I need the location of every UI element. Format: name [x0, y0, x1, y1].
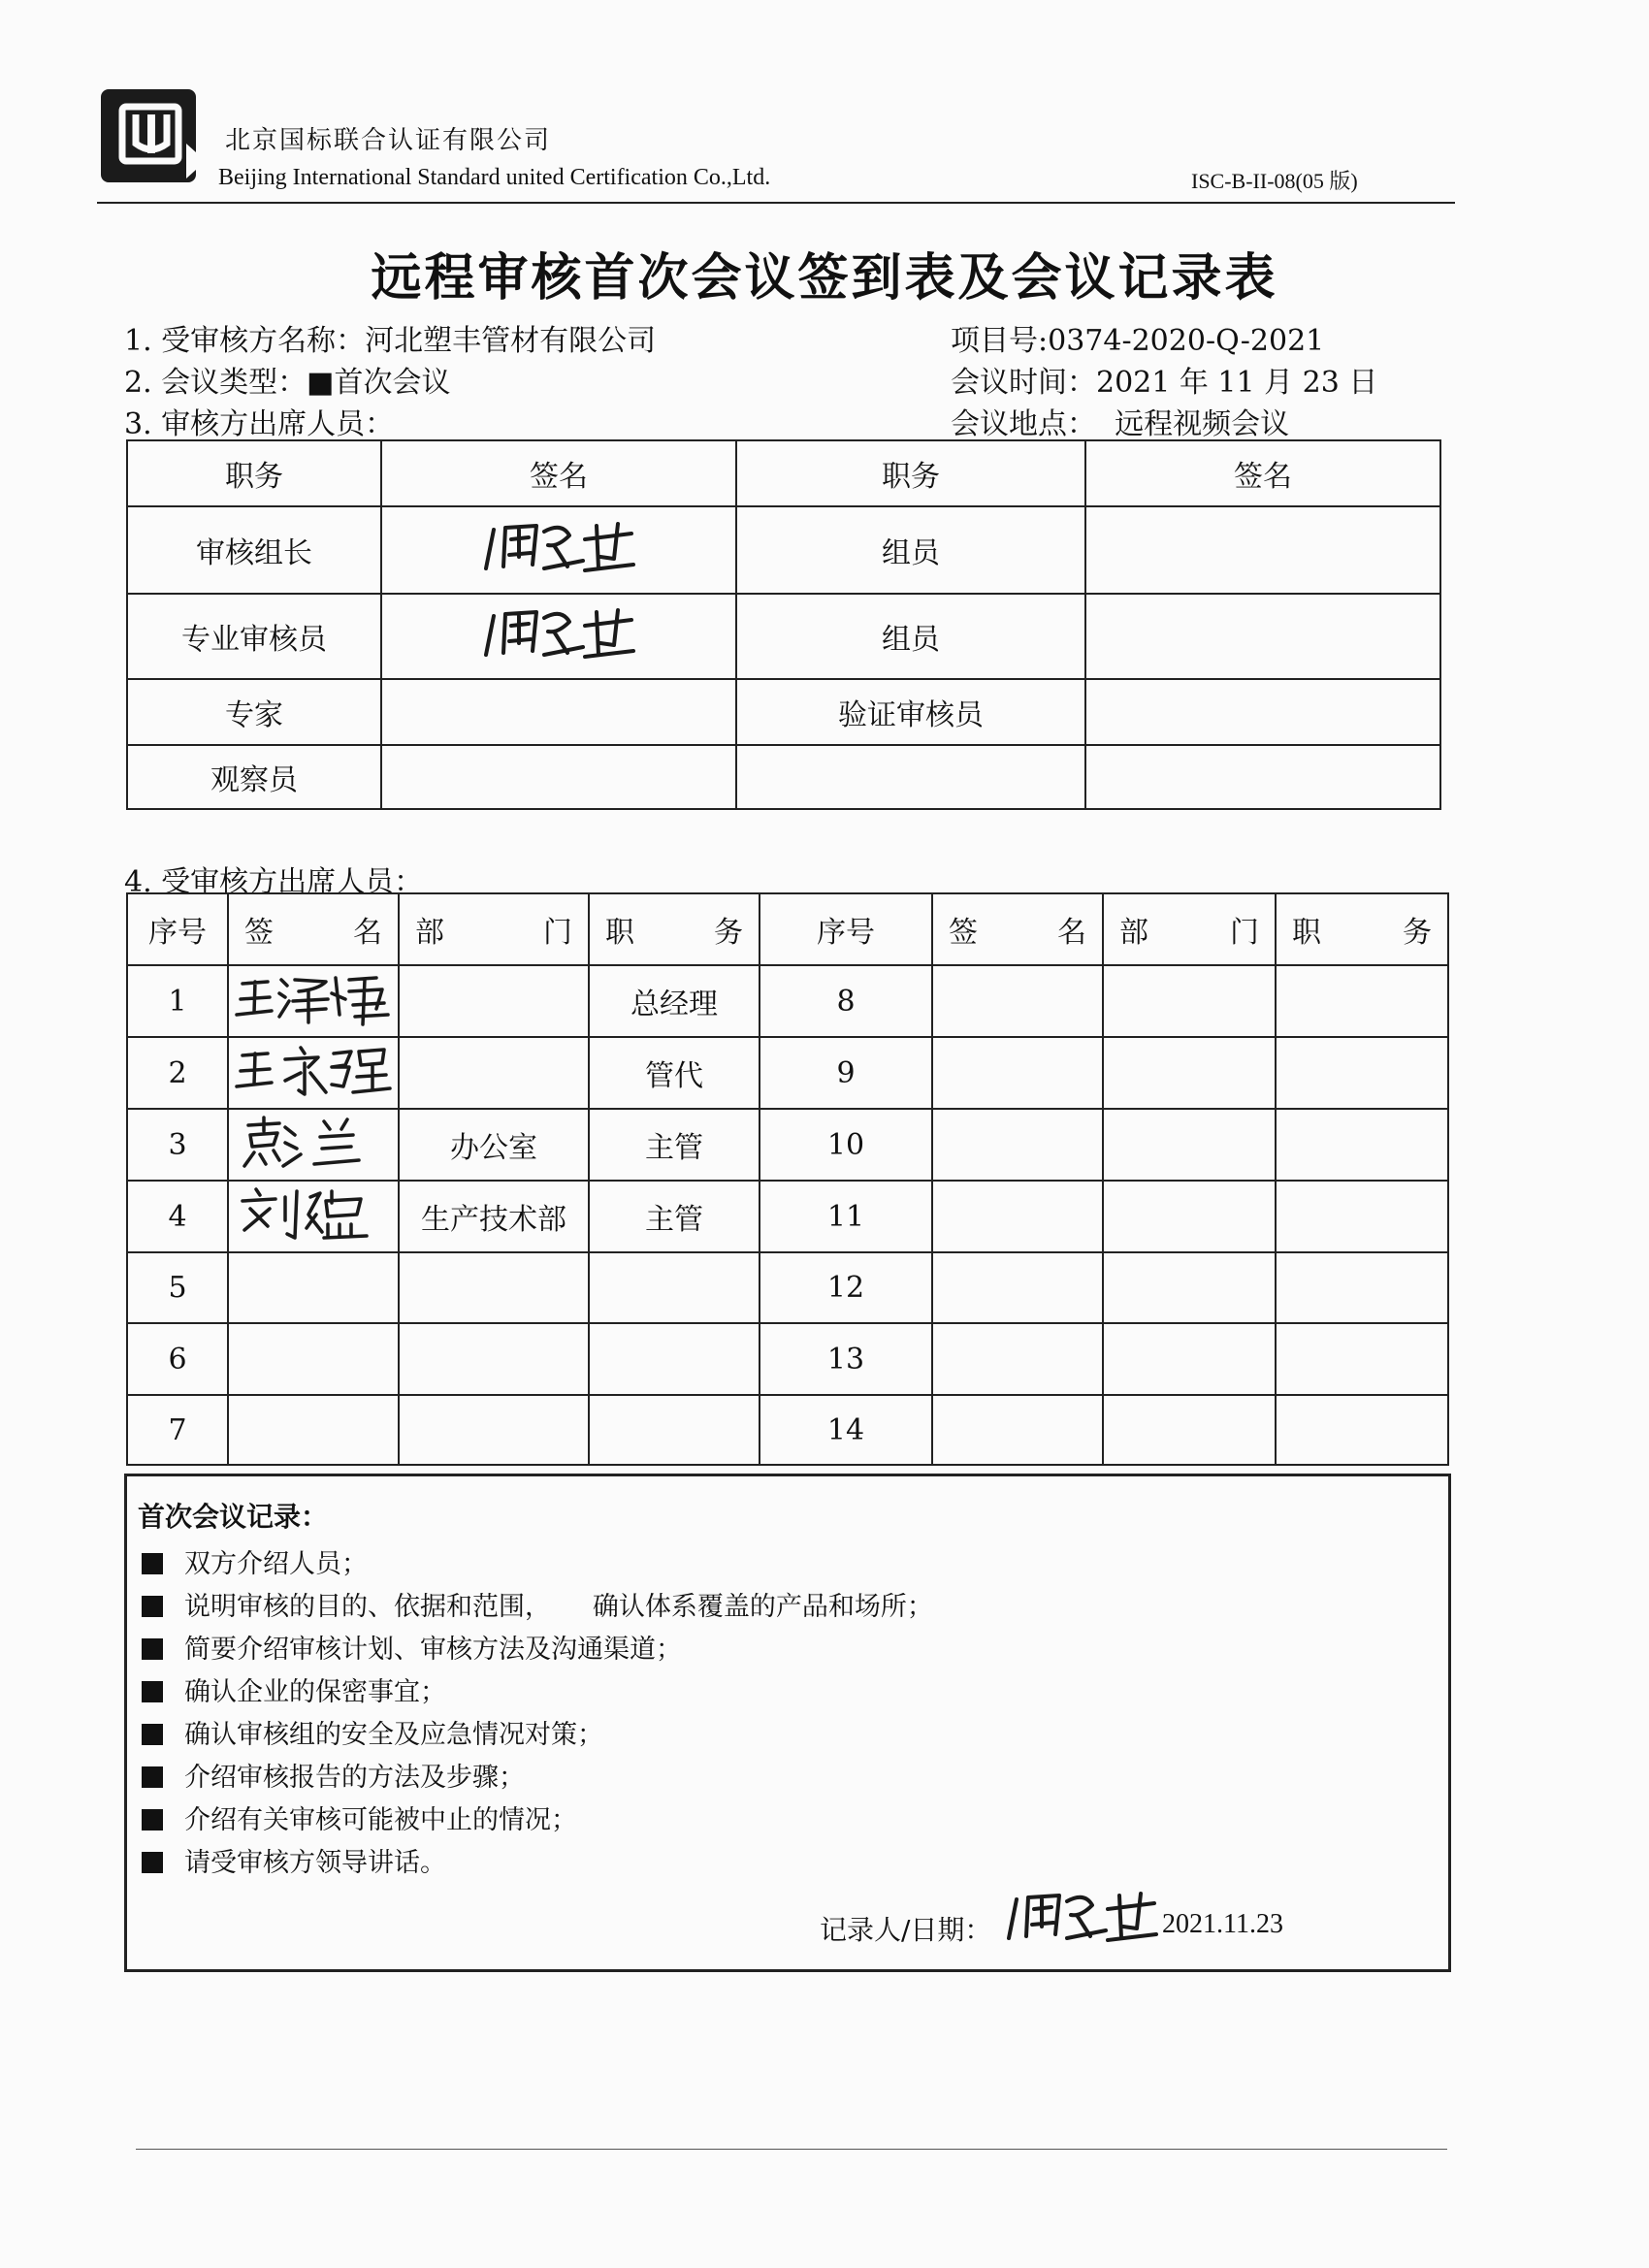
dept-cell: [399, 1252, 589, 1323]
number-cell: 11: [760, 1181, 932, 1252]
checkbox-checked-icon: [142, 1724, 163, 1745]
dept-cell: [399, 1395, 589, 1465]
record-item: 介绍审核报告的方法及步骤；: [142, 1756, 525, 1794]
page-title: 远程审核首次会议签到表及会议记录表: [371, 249, 1278, 308]
number-cell: 9: [760, 1037, 932, 1109]
number-cell: 3: [127, 1109, 228, 1181]
dept-cell: 办公室: [399, 1109, 589, 1181]
signature-cell: [932, 1323, 1103, 1395]
header-cell: 序号: [760, 893, 932, 965]
dept-cell: [1103, 1323, 1276, 1395]
signature-cell: [228, 1323, 399, 1395]
signature-cell: [228, 1037, 399, 1109]
signature-cell: [381, 745, 736, 809]
auditee-name-line: 1. 受审核方名称：河北塑丰管材有限公司: [124, 324, 657, 358]
signature-cell: [381, 506, 736, 594]
role-cell: 观察员: [127, 745, 381, 809]
header-cell: 签名: [228, 893, 399, 965]
number-cell: 6: [127, 1323, 228, 1395]
project-number: 项目号:0374-2020-Q-2021: [951, 324, 1325, 358]
record-item: 简要介绍审核计划、审核方法及沟通渠道；: [142, 1628, 682, 1666]
table-header-row: [127, 893, 1448, 965]
checkbox-checked-icon: [142, 1681, 163, 1702]
meeting-time-line: 会议时间：2021 年 11 月 23 日: [951, 366, 1378, 400]
post-cell: [1276, 1109, 1448, 1181]
record-item: 说明审核的目的、依据和范围， 确认体系覆盖的产品和场所；: [142, 1585, 933, 1623]
record-item: 确认企业的保密事宜；: [142, 1670, 446, 1708]
auditor-attendance-table: [126, 439, 1441, 810]
number-cell: 2: [127, 1037, 228, 1109]
signature-cell: [381, 679, 736, 745]
handwritten-signature: [231, 1110, 396, 1172]
record-item: 双方介绍人员；: [142, 1542, 368, 1580]
role-cell: [736, 745, 1085, 809]
post-cell: [1276, 1395, 1448, 1465]
header-rule: [97, 202, 1455, 204]
header-cell: 部门: [1103, 893, 1276, 965]
dept-cell: [399, 965, 589, 1037]
header-cell: 部门: [399, 893, 589, 965]
meeting-type-line: 2. 会议类型：■首次会议: [124, 366, 451, 400]
handwritten-signature: [231, 1182, 396, 1244]
header-cell: 职务: [736, 440, 1085, 506]
table-row: [127, 679, 1440, 745]
checkbox-checked-icon: [142, 1596, 163, 1617]
checkbox-checked-icon: [142, 1638, 163, 1660]
handwritten-signature: [231, 1038, 396, 1100]
checkbox-checked-icon: [142, 1766, 163, 1788]
dept-cell: [399, 1037, 589, 1109]
post-cell: [1276, 1252, 1448, 1323]
auditor-attendees-label: 3. 审核方出席人员：: [124, 407, 395, 441]
number-cell: 4: [127, 1181, 228, 1252]
table-row: [127, 1323, 1448, 1395]
recorder-signature: [999, 1882, 1164, 1950]
signature-cell: [228, 1395, 399, 1465]
role-cell: 专业审核员: [127, 594, 381, 679]
post-cell: 主管: [589, 1181, 760, 1252]
role-cell: 组员: [736, 594, 1085, 679]
post-cell: [1276, 1323, 1448, 1395]
dept-cell: [1103, 1252, 1276, 1323]
handwritten-signature: [476, 599, 641, 666]
post-cell: 管代: [589, 1037, 760, 1109]
post-cell: [1276, 1181, 1448, 1252]
table-row: [127, 506, 1440, 594]
record-item: 确认审核组的安全及应急情况对策；: [142, 1713, 603, 1751]
table-row: [127, 1181, 1448, 1252]
table-row: [127, 594, 1440, 679]
role-cell: 验证审核员: [736, 679, 1085, 745]
signature-cell: [932, 1109, 1103, 1181]
checkbox-checked-icon: [142, 1809, 163, 1831]
record-item: 请受审核方领导讲话。: [142, 1841, 446, 1879]
table-row: [127, 1109, 1448, 1181]
checkbox-checked-icon: [142, 1852, 163, 1873]
signature-cell: [228, 1252, 399, 1323]
header-cell: 职务: [1276, 893, 1448, 965]
document-code: ISC-B-II-08(05 版): [1191, 169, 1358, 193]
auditee-attendance-table: [126, 892, 1449, 1466]
dept-cell: [1103, 1181, 1276, 1252]
post-cell: [1276, 965, 1448, 1037]
company-logo: [97, 85, 206, 190]
number-cell: 7: [127, 1395, 228, 1465]
table-row: [127, 1037, 1448, 1109]
signature-cell: [932, 1252, 1103, 1323]
number-cell: 12: [760, 1252, 932, 1323]
role-cell: 审核组长: [127, 506, 381, 594]
handwritten-signature: [476, 512, 641, 580]
checkbox-checked-icon: [142, 1553, 163, 1574]
table-header-row: [127, 440, 1440, 506]
header-cell: 职务: [589, 893, 760, 965]
post-cell: 总经理: [589, 965, 760, 1037]
footer-rule: [136, 2149, 1447, 2150]
role-cell: 专家: [127, 679, 381, 745]
signature-cell: [932, 965, 1103, 1037]
record-item: 介绍有关审核可能被中止的情况；: [142, 1798, 577, 1836]
header-cell: 签名: [1085, 440, 1440, 506]
header-cell: 签名: [932, 893, 1103, 965]
signature-cell: [932, 1037, 1103, 1109]
post-cell: [589, 1252, 760, 1323]
header-cell: 序号: [127, 893, 228, 965]
handwritten-signature: [231, 966, 396, 1028]
number-cell: 5: [127, 1252, 228, 1323]
signature-cell: [1085, 594, 1440, 679]
signature-cell: [932, 1181, 1103, 1252]
dept-cell: [399, 1323, 589, 1395]
number-cell: 14: [760, 1395, 932, 1465]
company-name-en: Beijing International Standard united Certification Co.,Ltd.: [218, 165, 771, 190]
dept-cell: [1103, 1109, 1276, 1181]
header-cell: 签名: [381, 440, 736, 506]
signature-cell: [1085, 745, 1440, 809]
table-row: [127, 745, 1440, 809]
number-cell: 10: [760, 1109, 932, 1181]
recorder-label: 记录人/日期：: [820, 1914, 992, 1946]
record-title: 首次会议记录：: [138, 1501, 329, 1533]
record-date: 2021.11.23: [1162, 1909, 1283, 1939]
header-cell: 职务: [127, 440, 381, 506]
signature-cell: [381, 594, 736, 679]
dept-cell: [1103, 1037, 1276, 1109]
post-cell: [589, 1323, 760, 1395]
signature-cell: [932, 1395, 1103, 1465]
signature-cell: [228, 1181, 399, 1252]
auditee-attendees-label: 4. 受审核方出席人员：: [124, 865, 424, 899]
company-name-cn: 北京国标联合认证有限公司: [225, 126, 552, 155]
number-cell: 13: [760, 1323, 932, 1395]
dept-cell: [1103, 1395, 1276, 1465]
post-cell: [589, 1395, 760, 1465]
role-cell: 组员: [736, 506, 1085, 594]
meeting-place-line: 会议地点： 远程视频会议: [951, 407, 1290, 441]
table-row: [127, 1252, 1448, 1323]
table-row: [127, 1395, 1448, 1465]
signature-cell: [228, 965, 399, 1037]
dept-cell: 生产技术部: [399, 1181, 589, 1252]
dept-cell: [1103, 965, 1276, 1037]
post-cell: 主管: [589, 1109, 760, 1181]
signature-cell: [1085, 506, 1440, 594]
number-cell: 8: [760, 965, 932, 1037]
signature-cell: [228, 1109, 399, 1181]
signature-cell: [1085, 679, 1440, 745]
number-cell: 1: [127, 965, 228, 1037]
table-row: [127, 965, 1448, 1037]
post-cell: [1276, 1037, 1448, 1109]
